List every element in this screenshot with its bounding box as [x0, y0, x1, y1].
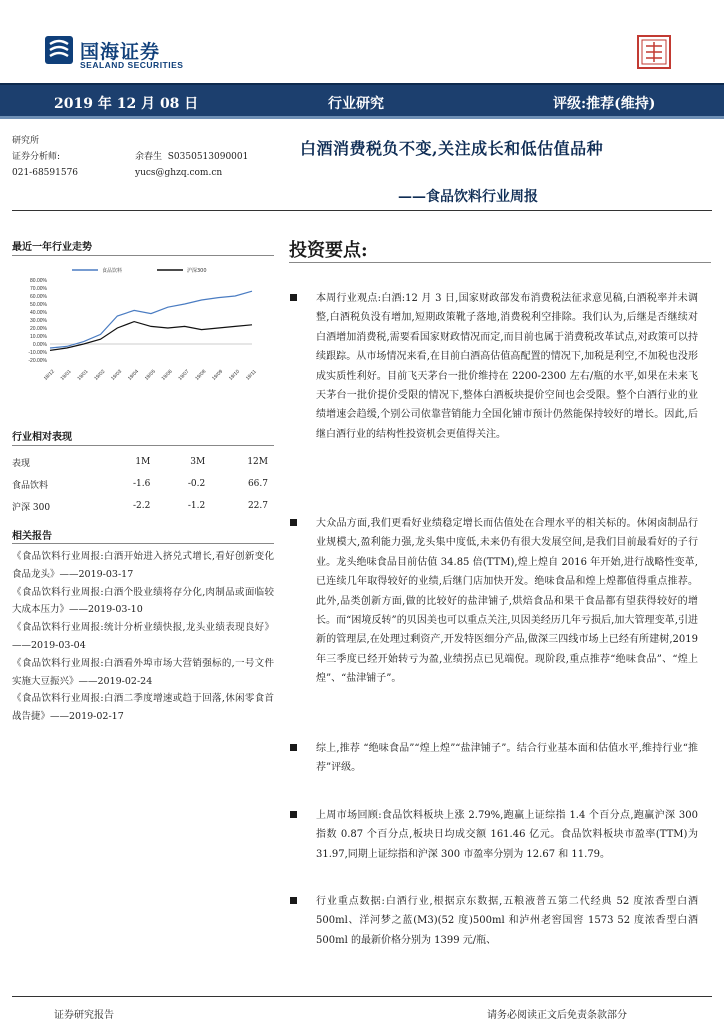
performance-table: [12, 451, 274, 517]
legend-label: 沪深300: [187, 268, 207, 274]
y-tick-label: 20.00%: [30, 326, 47, 332]
series-line: [50, 322, 252, 351]
related-divider: [12, 543, 274, 544]
performance-divider: [12, 445, 274, 446]
series-line: [50, 291, 252, 348]
bullet-square-icon: [290, 897, 297, 904]
analyst-info: [12, 133, 249, 181]
x-tick-label: 19/06: [160, 368, 174, 382]
y-tick-label: -20.00%: [28, 358, 47, 364]
y-tick-label: 40.00%: [30, 310, 47, 316]
analyst-cert: S0350513090001: [167, 152, 249, 162]
performance-header-row: [12, 451, 274, 473]
row-3m: -0.2: [187, 479, 206, 489]
analyst-email: yucs@ghzq.com.cn: [135, 168, 223, 178]
row-label: 沪深 300: [12, 502, 51, 513]
row-3m: -1.2: [187, 501, 206, 511]
analyst-phone: 021-68591576: [12, 168, 79, 178]
x-tick-label: 18/12: [42, 368, 56, 382]
report-subtitle: ——食品饮料行业周报: [398, 189, 538, 205]
analyst-role: 证券分析师:: [12, 152, 61, 162]
investment-highlights-heading: 投资要点:: [289, 240, 368, 261]
x-tick-label: 19/01: [76, 368, 90, 382]
list-item[interactable]: 《食品饮料行业周报:白酒看外埠市场大营销强标的,一号文件实施大豆振兴》——2019-02-24: [12, 657, 274, 687]
row-12m: 22.7: [247, 501, 268, 511]
chart-y-axis: [28, 278, 252, 364]
related-reports-list: [12, 548, 274, 726]
x-tick-label: 19/08: [194, 368, 208, 382]
footer-right: 请务必阅读正文后免责条款部分: [487, 1010, 627, 1021]
analyst-name: 余春生: [135, 152, 163, 162]
y-tick-label: 60.00%: [30, 294, 47, 300]
report-rating: 评级:推荐(维持): [553, 96, 656, 112]
performance-heading: 行业相对表现: [12, 432, 72, 443]
table-row: [12, 473, 274, 495]
bullet-text: 大众品方面,我们更看好业绩稳定增长而估值处在合理水平的相关标的。休闲卤制品行业规模大,盈利能力强,龙头集中度低,未来仍有很大发展空间,是我们目前最看好的子行业。龙头绝味食品目前估值 34.85 倍(TTM),煌上煌自 2016 年开始,进行战略性变革,已连续几年取得较好的业绩,后继门店加快开发。绝味食品和煌上煌都值得重点推荐。此外,品类创新方面,做的比较好的盐津铺子,烘焙食品和果干食品都有望获得较好的增长。而“困境反转”的贝因美也可以重点关注,贝因美经历几年亏损后,加大管理变革,引进新的管理层,在处理过剩资产,开发特医细分产品,做深三四线市场上已经有所建树,2019 年三季度已经开始转亏为盈,业绩拐点已见端倪。现阶段,重点推荐“绝味食品”、“煌上煌”、“盐津铺子”。: [316, 518, 698, 685]
analyst-name-cert: [135, 149, 295, 165]
report-date: 2019 年 12 月 08 日: [54, 96, 199, 112]
x-tick-label: 19/11: [244, 368, 258, 382]
bullet-text: 本周行业观点:白酒:12 月 3 日,国家财政部发布消费税法征求意见稿,白酒税率并未调整,白酒税负没有增加,短期政策靴子落地,消费税利空排除。我们认为,后继是否继续对白酒增加消费税,需要看国家财政情况而定,而目前也属于消费税改革试点,对政策可以持续跟踪。从市场情况来看,在目前白酒高估值高配置的情况下,加税是利空,不加税也没形成实质性利好。目前飞天茅台一批价维持在 2200-2300 左右/瓶的水平,如果在未来飞天茅台一批价提价受限的情况下,整体白酒板块提价空间也会受限。整个白酒行业的业绩增速会趋缓,个别公司依靠营销能力全国化铺市预计仍然能保持较好的增长。因此,后继白酒行业的结构性投资机会更值得关注。: [316, 293, 698, 440]
table-row: [12, 495, 274, 517]
row-1m: -2.2: [132, 501, 151, 511]
bullet-square-icon: [290, 294, 297, 301]
list-item[interactable]: 《食品饮料行业周报:白酒二季度增速或趋于回落,休闲零食首战告捷》——2019-02-17: [12, 693, 274, 723]
institute-label: 研究所: [12, 136, 40, 146]
bullet-text: 行业重点数据:白酒行业,根据京东数据,五粮液普五第二代经典 52 度浓香型白酒 500ml、洋河梦之蓝(M3)(52 度)500ml 和泸州老窖国窖 1573 52 度浓香型白酒 500ml 的最新价格分别为 1399 元/瓶、: [316, 896, 698, 946]
y-tick-label: 70.00%: [30, 286, 47, 292]
y-tick-label: 50.00%: [30, 302, 47, 308]
list-item[interactable]: 《食品饮料行业周报:统计分析业绩快报,龙头业绩表现良好》——2019-03-04: [12, 622, 274, 651]
y-tick-label: 30.00%: [30, 318, 47, 324]
chart-legend: [72, 267, 207, 274]
x-tick-label: 19/04: [126, 368, 141, 382]
footer-divider: [12, 996, 712, 997]
bullet-text: 综上,推荐 “绝味食品”“煌上煌”“盐津铺子”。结合行业基本面和估值水平,维持行业“推荐”评级。: [316, 743, 698, 774]
legend-label: 食品饮料: [102, 268, 123, 274]
chart-series-lines: [50, 291, 252, 350]
report-header-bar: [0, 83, 724, 119]
related-heading: 相关报告: [12, 531, 52, 542]
y-tick-label: 10.00%: [30, 334, 47, 340]
footer-left: 证券研究报告: [54, 1010, 114, 1021]
x-tick-label: 19/10: [227, 368, 242, 382]
list-item[interactable]: 《食品饮料行业周报:白酒开始进入挤兑式增长,看好创新变化食品龙头》——2019-03-17: [12, 551, 274, 580]
bullet-square-icon: [290, 811, 297, 818]
y-tick-label: -10.00%: [28, 350, 47, 356]
performance-col-1m: 1M: [135, 457, 151, 467]
x-tick-label: 19/05: [143, 368, 157, 382]
y-tick-label: 80.00%: [30, 278, 47, 284]
performance-col-12m: 12M: [247, 457, 268, 467]
row-1m: -1.6: [132, 479, 151, 489]
bullet-square-icon: [290, 744, 297, 751]
bullet-text: 上周市场回顾:食品饮料板块上涨 2.79%,跑赢上证综指 1.4 个百分点,跑赢沪深 300 指数 0.87 个百分点,板块日均成交额 161.46 亿元。食品饮料板块市盈率(TTM)为 31.97,同期上证综指和沪深 300 市盈率分别为 12.67 和 11.79。: [316, 810, 698, 860]
performance-col-label: 表现: [12, 458, 31, 469]
x-tick-label: 19/01: [59, 368, 73, 382]
logo-chinese-name: 国海证券: [80, 41, 161, 63]
trend-heading: 最近一年行业走势: [12, 242, 92, 253]
performance-col-3m: 3M: [190, 457, 206, 467]
x-tick-label: 19/09: [211, 368, 225, 382]
bullet-square-icon: [290, 519, 297, 526]
list-item[interactable]: 《食品饮料行业周报:白酒个股业绩将存分化,肉制品或面临较大成本压力》——2019-03-10: [12, 586, 274, 616]
report-title: 白酒消费税负不变,关注成长和低估值品种: [300, 139, 604, 158]
sealand-logo-icon: [45, 36, 73, 64]
x-tick-label: 19/02: [93, 368, 107, 382]
x-tick-label: 19/07: [177, 368, 191, 382]
trend-divider: [12, 255, 274, 256]
title-divider: [12, 210, 712, 211]
industry-trend-chart: [12, 264, 270, 392]
institute-stamp-icon: [636, 34, 672, 70]
row-12m: 66.7: [247, 479, 268, 489]
logo-english-name: SEALAND SECURITIES: [80, 60, 184, 70]
invest-divider: [289, 262, 711, 263]
report-type: 行业研究: [328, 96, 384, 112]
x-tick-label: 19/03: [110, 368, 124, 382]
row-label: 食品饮料: [12, 480, 49, 491]
chart-x-axis: [43, 369, 258, 382]
y-tick-label: 0.00%: [32, 342, 47, 348]
